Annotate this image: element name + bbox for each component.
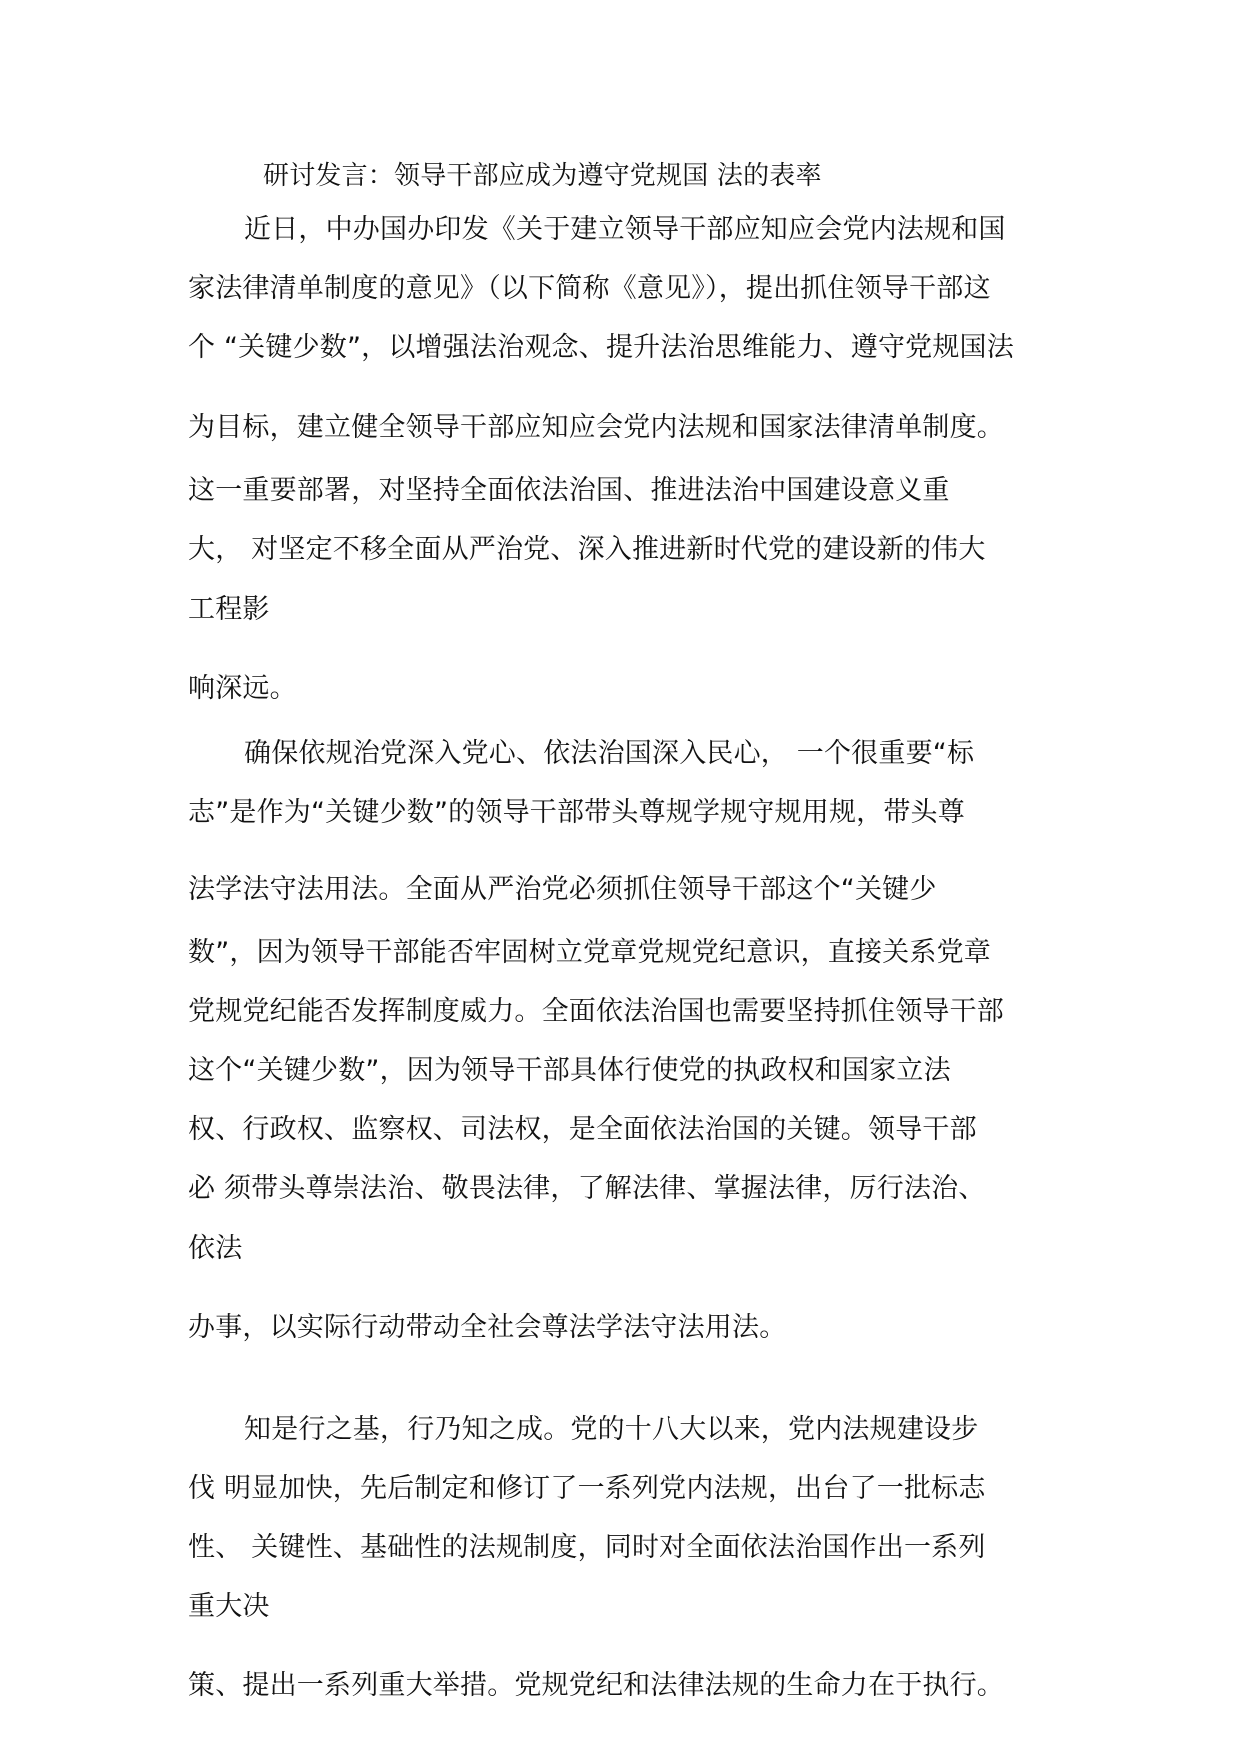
text-line: 依法 <box>188 1233 243 1264</box>
text-line: 个 “关键少数”，以增强法治观念、提升法治思维能力、遵守党规国法 <box>188 332 1014 363</box>
text-line: 重大决 <box>188 1591 270 1622</box>
text-line: 志”是作为“关键少数”的领导干部带头尊规学规守规用规，带头尊 <box>188 797 965 828</box>
text-line: 策、提出一系列重大举措。党规党纪和法律法规的生命力在于执行。 <box>188 1670 1004 1701</box>
text-line: 性、 关键性、基础性的法规制度，同时对全面依法治国作出一系列 <box>188 1532 986 1563</box>
text-line: 数”，因为领导干部能否牢固树立党章党规党纪意识，直接关系党章 <box>188 937 991 968</box>
text-line: 这一重要部署，对坚持全面依法治国、推进法治中国建设意义重 <box>188 475 950 506</box>
text-line: 家法律清单制度的意见》（以下简称《意见》），提出抓住领导干部这 <box>188 273 991 304</box>
text-line: 知是行之基，行乃知之成。党的十八大以来，党内法规建设步 <box>244 1414 979 1445</box>
text-line: 响深远。 <box>188 673 297 704</box>
text-line: 必 须带头尊崇法治、敬畏法律，了解法律、掌握法律，厉行法治、 <box>188 1173 986 1204</box>
document-title: 研讨发言：领导干部应成为遵守党规国 法的表率 <box>263 161 822 191</box>
text-line: 党规党纪能否发挥制度威力。全面依法治国也需要坚持抓住领导干部 <box>188 996 1004 1027</box>
text-line: 确保依规治党深入党心、依法治国深入民心， 一个很重要“标 <box>244 738 975 769</box>
text-line: 办事，以实际行动带动全社会尊法学法守法用法。 <box>188 1312 787 1343</box>
text-line: 为目标，建立健全领导干部应知应会党内法规和国家法律清单制度。 <box>188 412 1004 443</box>
text-line: 伐 明显加快，先后制定和修订了一系列党内法规，出台了一批标志 <box>188 1473 986 1504</box>
text-line: 这个“关键少数”，因为领导干部具体行使党的执政权和国家立法 <box>188 1055 951 1086</box>
text-line: 大， 对坚定不移全面从严治党、深入推进新时代党的建设新的伟大 <box>188 534 986 565</box>
text-line: 法学法守法用法。全面从严治党必须抓住领导干部这个“关键少 <box>188 874 937 905</box>
text-line: 权、行政权、监察权、司法权，是全面依法治国的关键。领导干部 <box>188 1114 977 1145</box>
text-line: 近日，中办国办印发《关于建立领导干部应知应会党内法规和国 <box>244 214 1006 245</box>
text-line: 工程影 <box>188 594 270 625</box>
